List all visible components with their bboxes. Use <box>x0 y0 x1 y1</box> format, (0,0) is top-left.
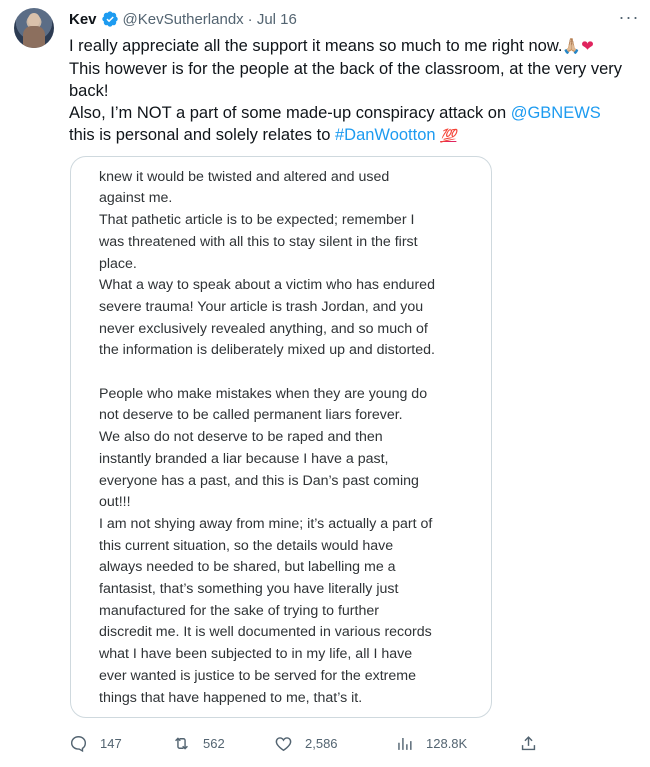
doc-line: ever wanted is justice to be served for the extreme <box>99 667 417 684</box>
statement-paragraph-2 <box>99 384 479 710</box>
doc-line: severe trauma! Your article is trash Jordan, and you <box>99 298 424 315</box>
doc-line: the information is deliberately mixed up and distorted. <box>99 342 435 359</box>
doc-line: things that have happened to me, that’s it. <box>99 689 363 706</box>
doc-line: I am not shying away from mine; it’s actually a part of <box>99 515 433 532</box>
avatar-head <box>28 13 40 27</box>
hundred-points-emoji: 💯 <box>440 128 457 143</box>
gbnews-mention-link[interactable]: @GBNEWS <box>510 104 601 122</box>
tweet-line-1: I really appreciate all the support it means so much to me right now.🙏🏼❤ <box>69 35 629 58</box>
tweet-header <box>69 9 297 29</box>
doc-line: instantly branded a liar because I have a past, <box>99 450 389 467</box>
share-icon <box>519 734 538 753</box>
post-time[interactable]: · Jul 16 <box>247 10 297 28</box>
doc-line: always needed to be shared, but labelling me a <box>99 559 396 576</box>
tweet-text <box>69 35 629 147</box>
action-bar <box>69 732 549 754</box>
doc-line: out!!! <box>99 494 131 511</box>
repost-button[interactable] <box>172 732 225 754</box>
doc-line: this current situation, so the details would have <box>99 537 394 554</box>
tweet-line-4: this is personal and solely relates to #DanWootton 💯 <box>69 124 629 147</box>
share-button[interactable] <box>519 732 538 754</box>
paragraph-gap <box>99 362 479 384</box>
author-handle[interactable]: @KevSutherlandx <box>122 10 244 28</box>
danwootton-hashtag-link[interactable]: #DanWootton <box>334 126 436 144</box>
views-button[interactable] <box>395 732 467 754</box>
doc-line: People who make mistakes when they are young do <box>99 385 428 402</box>
doc-line <box>99 156 479 167</box>
doc-line: fantasist, that’s something you have literally just <box>99 581 399 598</box>
tweet-line-3: Also, I’m NOT a part of some made-up conspiracy attack on @GBNEWS <box>69 104 601 122</box>
red-heart-emoji: ❤ <box>581 38 594 55</box>
doc-line: never exclusively revealed anything, and so much of <box>99 320 428 337</box>
doc-line: knew it would be twisted and altered and used <box>99 168 390 185</box>
avatar[interactable] <box>14 8 54 48</box>
repost-count: 562 <box>203 735 225 751</box>
attached-image[interactable] <box>70 156 492 718</box>
verified-badge-icon[interactable] <box>101 10 119 28</box>
view-count: 128.8K <box>426 735 468 751</box>
reply-icon <box>69 734 88 753</box>
doc-line: against me. <box>99 190 173 207</box>
statement-paragraph-1 <box>99 156 479 362</box>
doc-line: not deserve to be called permanent liars forever. <box>99 407 403 424</box>
folded-hands-emoji: 🙏🏼 <box>562 38 582 55</box>
like-button[interactable] <box>274 732 338 754</box>
author-name[interactable]: Kev <box>69 10 97 28</box>
doc-line: manufactured for the sake of trying to further <box>99 602 379 619</box>
reply-button[interactable] <box>69 732 122 754</box>
doc-line: place. <box>99 255 137 272</box>
doc-line: That pathetic article is to be expected; remember I <box>99 212 415 229</box>
doc-line: everyone has a past, and this is Dan’s past coming <box>99 472 419 489</box>
repost-icon <box>172 734 191 753</box>
like-count: 2,586 <box>305 735 338 751</box>
reply-count: 147 <box>100 735 122 751</box>
heart-icon <box>274 734 293 753</box>
doc-line: What a way to speak about a victim who has endured <box>99 277 435 294</box>
doc-line: was threatened with all this to stay silent in the first <box>99 233 418 250</box>
avatar-torso <box>23 26 45 48</box>
doc-line: We also do not deserve to be raped and then <box>99 429 383 446</box>
doc-line: what I have been subjected to in my life, all I have <box>99 646 413 663</box>
statement-document <box>99 156 479 709</box>
doc-line: discredit me. It is well documented in various records <box>99 624 432 641</box>
more-options-icon[interactable]: ··· <box>618 6 640 27</box>
analytics-icon <box>395 734 414 753</box>
tweet-line-2: This however is for the people at the back of the classroom, at the very very back! <box>69 60 623 100</box>
